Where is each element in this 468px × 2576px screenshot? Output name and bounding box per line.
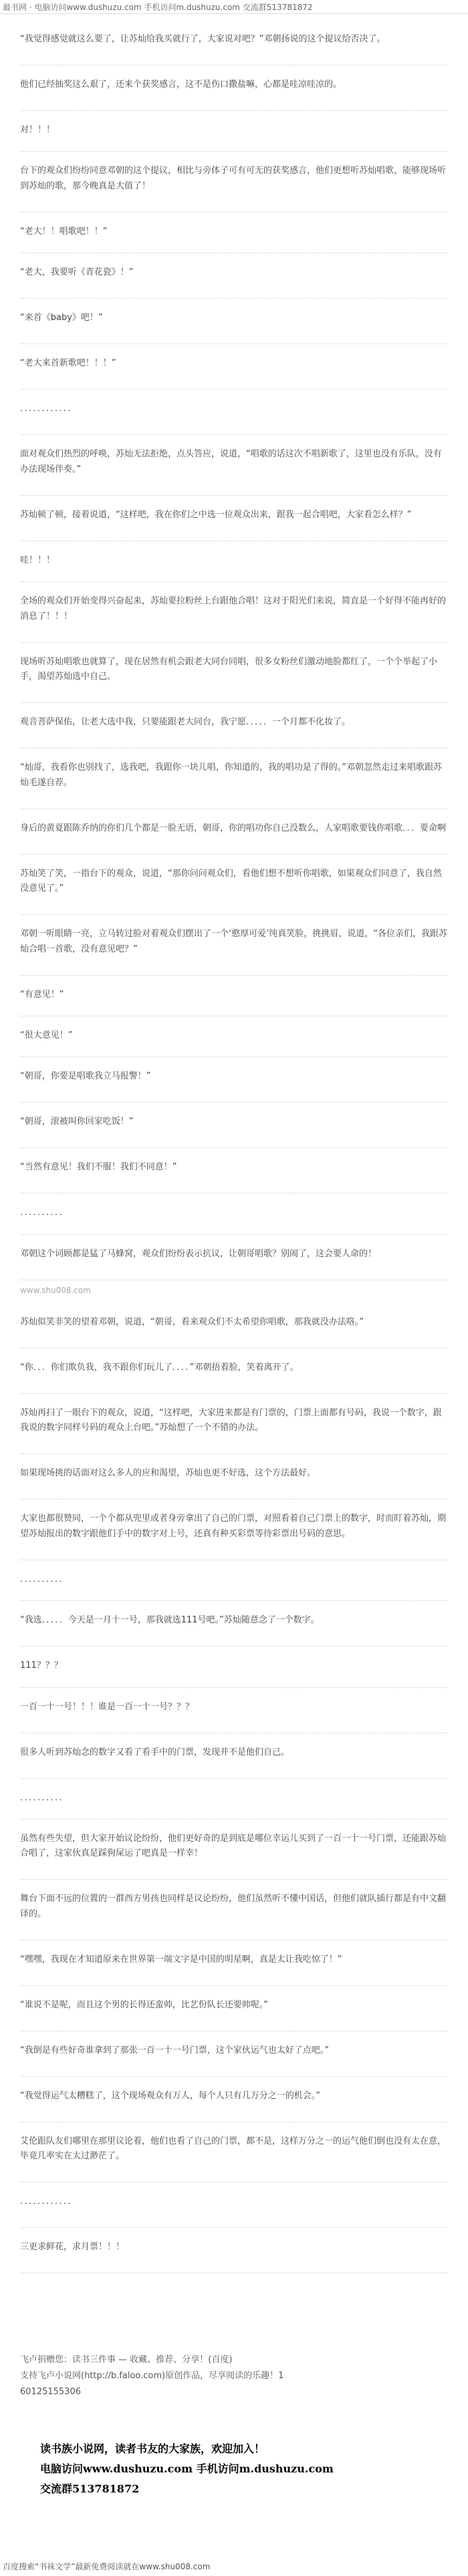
chapter-footer	[20, 2352, 448, 2400]
paragraph: “来首《baby》吧！”	[20, 311, 448, 344]
paragraph: “嘿嘿，我现在才知道原来在世界第一端文字是中国的明星啊，真是太让我吃惊了！”	[20, 1953, 448, 1986]
paragraph: ．．．．．．．．．．．．	[20, 2194, 448, 2228]
paragraph: 大家也都很赞同，一个个都从兜里或者身旁拿出了自己的门票，对照看着自己门票上的数字，时而盯着苏灿，期望苏灿报出的数字跟他们手中的数字对上号，还真有种买彩票等待彩票出号码的意思。	[20, 1512, 448, 1560]
paragraph: 邓朝一听眼睛一亮，立马转过脸对着观众们摆出了一个‘憨厚可爱’纯真笑脸，挑挑眉，说道，“各位亲们，我跟苏灿合唱一首歌，没有意见吧？”	[20, 927, 448, 976]
header-divider	[0, 13, 468, 14]
paragraph: “谁说不是呢，而且这个男的长得还蛮帅，比艺份队长还要帅呢。”	[20, 1998, 448, 2031]
paragraph: “我觉得运气太糟糕了，这个现场观众有万人，每个人只有几万分之一的机会。”	[20, 2089, 448, 2122]
paragraph: 现场听苏灿唱歌也就算了，现在居然有机会跟老大同台同唱，很多女粉丝们激动地脸都红了，一个个举起了小手，渴望苏灿选中自己。	[20, 655, 448, 704]
paragraph: 很多人听到苏灿念的数字又看了看手中的门票，发现并不是他们自己。	[20, 1745, 448, 1779]
paragraph: 他们已经抽奖这么艰了，还来个获奖感言，这不是伤口撒盐嘛，心都是哇凉哇凉的。	[20, 78, 448, 111]
paragraph: “老大，我要听《青花瓷》！”	[20, 265, 448, 299]
site-header: 最书网 · 电脑访问www.dushuzu.com 手机访问m.dushuzu.com 交流群513781872	[3, 3, 313, 12]
paragraph: 111？？？	[20, 1659, 448, 1687]
paragraph: 一百一十一号！！！谁是一百一十一号？？？	[20, 1700, 448, 1733]
paragraph: 哇！！！	[20, 553, 448, 582]
paragraph: 苏灿顿了顿，接着说道，“这样吧，我在你们之中选一位观众出来，跟我一起合唱吧，大家看怎么样？”	[20, 508, 448, 541]
paragraph: 身后的黄夏跟陈乔纳的你们几个都是一脸无语，朝哥，你的唱功你自己没数么，人家唱歌要钱你唱歌．．．要命啊	[20, 821, 448, 855]
paragraph: 艾伦跟队友们哪里在那里议论着，他们也看了自己的门票，都不是，这样万分之一的运气他们倒也没有太在意，毕竟几率实在太过渺茫了。	[20, 2134, 448, 2183]
footer-line-3: 60125155306	[20, 2387, 81, 2397]
promo-block	[40, 2439, 334, 2499]
bottom-notice[interactable]: 百度搜索“书袜文学”最新免费阅读就在www.shu008.com	[3, 2562, 211, 2571]
paragraph: “我倒是有些好奇谁拿到了那张一百一十一号门票，这个家伙运气也太好了点吧。”	[20, 2043, 448, 2077]
paragraph: “有意见！”	[20, 988, 448, 1016]
paragraph: 面对观众们热烈的呼唤，苏灿无法拒绝，点头答应，说道，“唱歌的话这次不唱新歌了，这里也没有乐队，没有办法现场伴奏。”	[20, 447, 448, 496]
promo-line-3: 交流群513781872	[40, 2482, 140, 2495]
paragraph: “我觉得感觉就这么要了，让苏灿给我买就行了，大家说对吧？”邓朝扬说的这个提议给否决了。	[20, 32, 448, 65]
footer-line-1: 飞卢捐赠您：读书三件事 — 收藏、推荐、分享！(百度)	[20, 2355, 233, 2365]
paragraph: ．．．．．．．．．．	[20, 1791, 448, 1820]
paragraph: 全场的观众们开始变得兴奋起来，苏灿要拉粉丝上台跟他合唱！这对于阳光们来说，简直是一个好得不能再好的消息了！！！	[20, 594, 448, 643]
paragraph: 如果现场挑的话面对这么多人的应和渴望，苏灿也更不好选，这个方法最好。	[20, 1466, 448, 1499]
paragraph: ．．．．．．．．．．．．	[20, 402, 448, 435]
promo-line-2[interactable]: 电脑访问www.dushuzu.com 手机访问m.dushuzu.com	[40, 2462, 334, 2475]
paragraph: 台下的观众们纷纷同意邓朝的这个提议，相比与旁体子可有可无的获奖感言，他们更想听苏灿唱歌，能够现场听到苏灿的歌，那今晚真是大值了！	[20, 164, 448, 212]
paragraph: “我选．．．．．今天是一月十一号，那我就选111号吧。”苏灿随意念了一个数字。	[20, 1613, 448, 1647]
paragraph: “朝哥，你要是唱歌我立马报警！”	[20, 1069, 448, 1103]
promo-line-1: 读书族小说网，读者书友的大家族，欢迎加入！	[40, 2442, 265, 2455]
paragraph: “很大意见！”	[20, 1028, 448, 1057]
paragraph: “灿哥，我看你也别找了，选我吧，我跟你一块儿唱，你知道的，我的唱功是了得的。”邓朝忽然走过来唱歌跟苏灿毛遂自荐。	[20, 760, 448, 809]
paragraph: “朝哥，滚被叫你回家吃饭！”	[20, 1115, 448, 1148]
paragraph: 舞台下面不远的位置的一群西方男孩也同样是议论纷纷，他们虽然听不懂中国话，但他们就队插行都是有中文翻译的。	[20, 1892, 448, 1941]
paragraph: 苏灿再扫了一眼台下的观众，说道，“这样吧，大家进来都是有门票的，门票上面都有号码，我说一个数字，跟我说的数字同样号码的观众上台吧。”苏灿想了一个不错的办法。	[20, 1406, 448, 1455]
paragraph: 观音菩萨保佑，让老大选中我，只要能跟老大同台，我宁愿．．．．．一个月都不化妆了。	[20, 715, 448, 748]
paragraph: “当然有意见！我们不服！我们不同意！”	[20, 1160, 448, 1193]
paragraph: 虽然有些失望，但大家开始议论纷纷，他们更好奇的是到底是哪位幸运儿买到了一百一十一号门票，还能跟苏灿合唱了，这家伙真是踩狗屎运了吧真是一样幸！	[20, 1832, 448, 1880]
paragraph: 苏灿笑了笑，一指台下的观众，说道，“那你问问观众们，看他们想不想听你唱歌，如果观众们同意了，我自然没意见了。”	[20, 867, 448, 915]
paragraph: 对！！！	[20, 123, 448, 152]
paragraph: “你．．．你们欺负我，我不跟你们玩儿了．．．．”邓朝捂着脸，笑着离开了。	[20, 1361, 448, 1394]
chapter-content	[20, 32, 448, 2285]
paragraph: 三更求鲜花，求月票！！！	[20, 2240, 448, 2273]
watermark: www.shu008.com	[20, 1285, 91, 1295]
paragraph: 邓朝这个词顾都是猛了马蜂窝，观众们纷纷表示抗议，让朝哥唱歌？别闹了，这会要人命的！	[20, 1247, 448, 1280]
paragraph: 苏灿似笑非笑的望着邓朝，说道，“朝哥，看来观众们不太希望你唱歌，那我就没办法咯。”	[20, 1315, 448, 1348]
paragraph: “老大来首新歌吧！！！”	[20, 356, 448, 390]
footer-line-2[interactable]: 支持飞卢小说网(http://b.faloo.com)原创作品，尽享阅读的乐趣！1	[20, 2371, 284, 2381]
paragraph: ．．．．．．．．．．	[20, 1572, 448, 1601]
paragraph: “老大！！唱歌吧！！”	[20, 225, 448, 253]
paragraph: ．．．．．．．．．．	[20, 1205, 448, 1234]
